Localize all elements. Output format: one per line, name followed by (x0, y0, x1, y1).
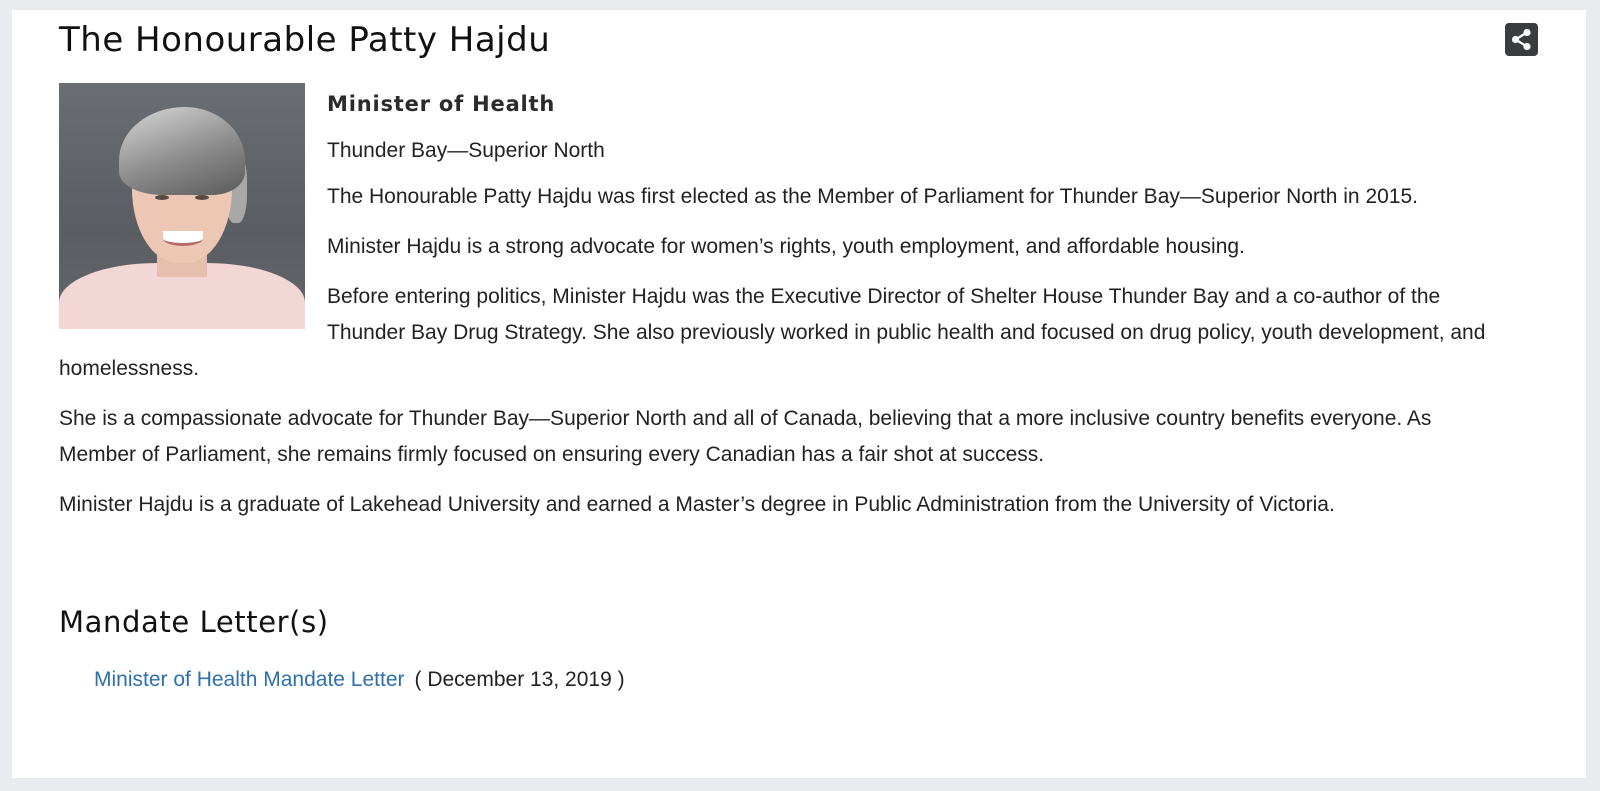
share-icon (1505, 23, 1538, 56)
mandate-letters-heading: Mandate Letter(s) (59, 605, 329, 639)
page-title: The Honourable Patty Hajdu (59, 20, 551, 60)
bio-paragraph: Before entering politics, Minister Hajdu was the Executive Director of Shelter House Thunder Bay and a co-author of the Thunder Bay Drug Strategy. She also previously worked in public health and focused on drug policy, youth development, and homelessness. (59, 285, 1486, 380)
riding-name: Thunder Bay—Superior North (327, 139, 605, 162)
mandate-letter-item (94, 665, 625, 695)
mandate-letter-date: ( December 13, 2019 ) (414, 668, 625, 691)
mandate-letter-link[interactable]: Minister of Health Mandate Letter (94, 668, 405, 691)
bio-paragraph: The Honourable Patty Hajdu was first elected as the Member of Parliament for Thunder Bay—Superior North in 2015. (327, 185, 1418, 208)
bio-paragraph: She is a compassionate advocate for Thunder Bay—Superior North and all of Canada, believing that a more inclusive country benefits everyone. As Member of Parliament, she remains firmly focused on ensuring every Canadian has a fair shot at success. (59, 407, 1432, 466)
biography (59, 83, 1509, 537)
minister-portrait (59, 83, 305, 329)
share-button[interactable] (1505, 23, 1538, 56)
bio-paragraph: Minister Hajdu is a graduate of Lakehead University and earned a Master’s degree in Public Administration from the University of Victoria. (59, 493, 1335, 516)
bio-paragraph: Minister Hajdu is a strong advocate for women’s rights, youth employment, and affordable housing. (327, 235, 1245, 258)
minister-role: Minister of Health (327, 92, 556, 116)
minister-profile-card (12, 10, 1586, 778)
